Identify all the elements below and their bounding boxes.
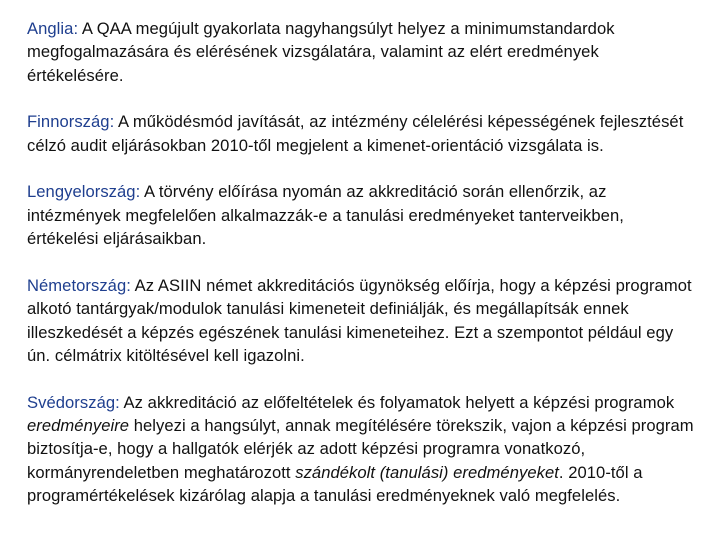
slide-body (27, 17, 699, 531)
paragraph-emphasis: szándékolt (tanulási) eredményeket (295, 462, 559, 482)
paragraph-text: Az akkreditáció az előfeltételek és folyamatok helyett a képzési programok (123, 392, 675, 412)
country-label-lengyelorszag: Lengyelország (27, 182, 136, 202)
paragraph-text: A működésmód javítását, az intézmény célelérési képességének fejlesztését célzó audit eljárásokban 2010-től megjelent a kimenet-orientáció vizsgálata is. (27, 112, 684, 155)
paragraph-text: helyezi a hangsúlyt, annak megítélésére törekszik, vajon a képzési program biztosítja-e, hogy a hallgatók elérjék az adott képzési programra vonatkozó, kormányrendeletben meghatározott (27, 416, 694, 482)
country-label-svedorszag: Svédország (27, 392, 116, 412)
country-label-finnorszag: Finnország (27, 112, 110, 132)
paragraph-text: A törvény előírása nyomán az akkreditáció során ellenőrzik, az intézmények megfelelően alkalmazzák-e a tanulási eredményeket tanterveikben, értékelési eljárásaikban. (27, 182, 624, 249)
paragraph-nemetorszag (27, 274, 699, 368)
country-separator: : (115, 392, 124, 412)
paragraph-anglia (27, 17, 699, 87)
paragraph-lengyelorszag (27, 180, 699, 250)
paragraph-text: A QAA megújult gyakorlata nagyhangsúlyt helyez a minimumstandardok megfogalmazására és elérésének vizsgálatára, valamint az elért eredmények értékelésére. (27, 19, 615, 85)
paragraph-svedorszag (27, 391, 699, 508)
country-label-nemetorszag: Németország (27, 275, 127, 295)
country-separator: : (73, 19, 82, 38)
paragraph-text: Az ASIIN német akkreditációs ügynökség előírja, hogy a képzési programot alkotó tantárgyak/modulok tanulási kimeneteit definiálják, és megállapítsák ennek illeszkedését a képzés egészének tanulási kimeneteihez. Ezt a szempontot például egy ún. célmátrix kitöltésével kell igazolni. (27, 275, 692, 366)
country-separator: : (126, 275, 135, 295)
country-separator: : (135, 182, 144, 202)
country-separator: : (109, 112, 118, 132)
country-label-anglia: Anglia (27, 19, 74, 38)
paragraph-text: . 2010-től a programértékelések kizárólag alapja a tanulási eredményeknek való megfelelés. (27, 462, 643, 506)
paragraph-finnorszag (27, 110, 699, 157)
paragraph-emphasis: eredményeire (27, 416, 130, 436)
